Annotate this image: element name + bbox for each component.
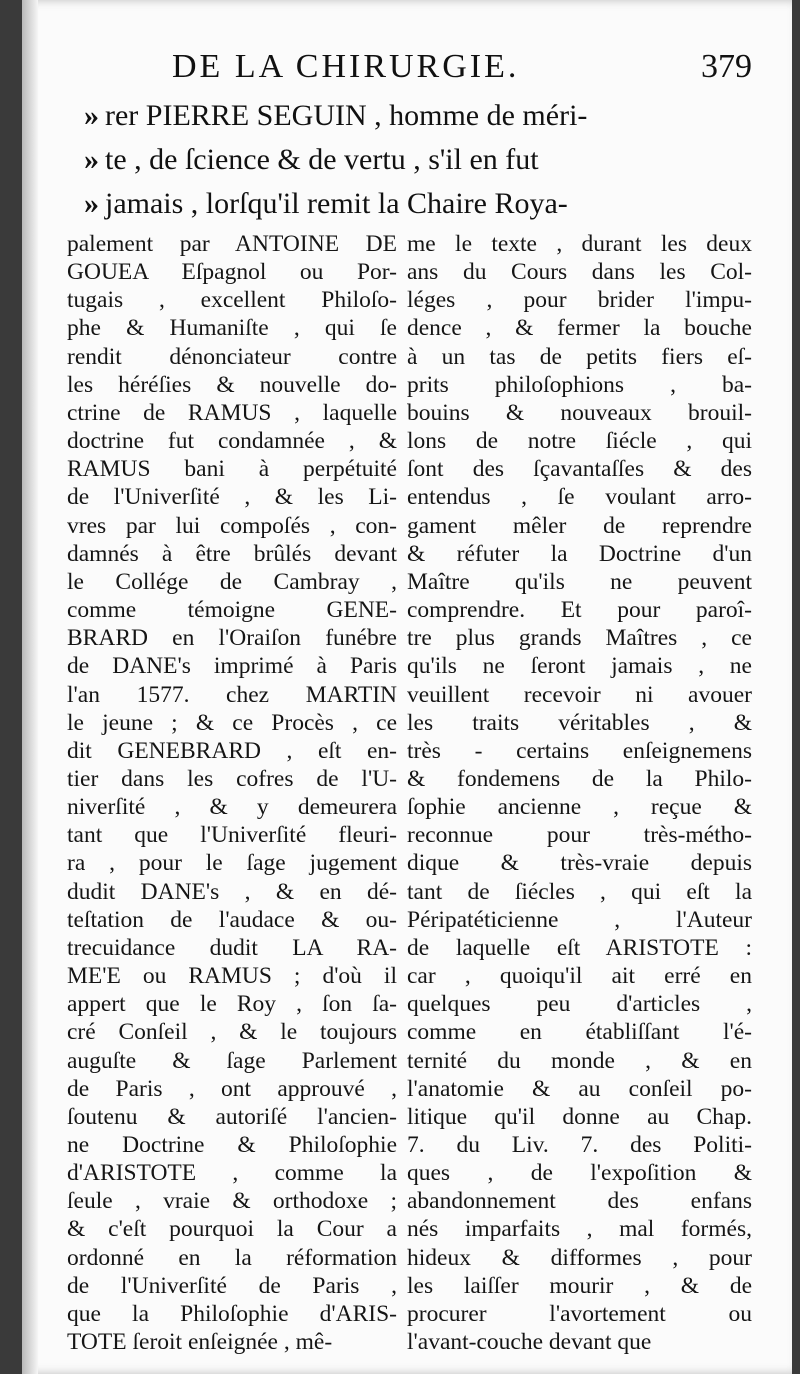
text-line: entendus , ſe voulant arro- (407, 484, 752, 511)
text-line: bouins & nouveaux brouil- (407, 399, 752, 426)
page-number: 379 (701, 48, 752, 85)
text-line: tugais , excellent Philoſo- (67, 287, 397, 314)
text-line: ra , pour le ſage jugement (67, 850, 397, 877)
text-line: tre plus grands Maîtres , ce (407, 625, 752, 652)
text-line: comme en établiſſant l'é- (407, 1019, 752, 1046)
text-line: palement par ANTOINE DE (67, 231, 397, 257)
running-title: DE LA CHIRURGIE. (172, 48, 520, 85)
text-line: comprendre. Et pour paroî- (407, 597, 752, 624)
text-line: RAMUS bani à perpétuité (67, 456, 397, 483)
text-line: ſeule , vraie & orthodoxe ; (67, 1188, 397, 1215)
text-line: rendit dénonciateur contre (67, 343, 397, 370)
text-line: le jeune ; & ce Procès , ce (67, 709, 397, 736)
text-line: ſophie ancienne , reçue & (407, 794, 752, 821)
text-line: GOUEA Eſpagnol ou Por- (67, 259, 397, 286)
text-line: d'ARISTOTE , comme la (67, 1160, 397, 1187)
text-line: abandonnement des enfans (407, 1188, 752, 1215)
text-line: litique qu'il donne au Chap. (407, 1103, 752, 1130)
text-line: ſoutenu & autoriſé l'ancien- (67, 1103, 397, 1130)
text-line: les héréſies & nouvelle do- (67, 371, 397, 398)
text-line: car , quoiqu'il ait erré en (407, 963, 752, 990)
text-line: ternité du monde , & en (407, 1047, 752, 1074)
text-line: comme témoigne GENE- (67, 597, 397, 624)
text-line: tant que l'Univerſité fleuri- (67, 822, 397, 849)
quoted-passage (84, 94, 764, 226)
text-line: reconnue pour très-métho- (407, 822, 752, 849)
text-line: & c'eſt pourquoi la Cour a (67, 1216, 397, 1243)
text-line: le Collége de Cambray , (67, 568, 397, 595)
text-line: teſtation de l'audace & ou- (67, 906, 397, 933)
text-line: damnés à être brûlés devant (67, 540, 397, 567)
quote-text: te , de ſcience & de vertu , s'il en fut (105, 143, 539, 176)
text-line: doctrine fut condamnée , & (67, 428, 397, 455)
text-line: dit GENEBRARD , eſt en- (67, 737, 397, 764)
text-line: de Paris , ont approuvé , (67, 1075, 397, 1102)
text-line: & réfuter la Doctrine d'un (407, 540, 752, 567)
text-line: qu'ils ne ſeront jamais , ne (407, 653, 752, 680)
text-line: auguſte & ſage Parlement (67, 1047, 397, 1074)
text-line: phe & Humaniſte , qui ſe (67, 315, 397, 342)
quote-line (84, 182, 764, 226)
text-line: l'an 1577. chez MARTIN (67, 681, 397, 708)
text-line: me le texte , durant les deux (407, 231, 752, 257)
text-line: ans du Cours dans les Col- (407, 259, 752, 286)
text-line: ctrine de RAMUS , laquelle (67, 399, 397, 426)
text-line: & fondemens de la Philo- (407, 765, 752, 792)
text-line: ſont des ſçavantaſſes & des (407, 456, 752, 483)
text-line: l'avant-couche devant que (407, 1329, 652, 1356)
text-line: ques , de l'expoſition & (407, 1160, 752, 1187)
quote-mark: » (84, 187, 99, 220)
text-line: vres par lui compoſés , con- (67, 512, 397, 539)
quote-text: jamais , lorſqu'il remit la Chaire Roya- (105, 187, 568, 220)
text-line: Péripatéticienne , l'Auteur (407, 906, 752, 933)
text-line: ME'E ou RAMUS ; d'où il (67, 963, 397, 990)
text-line: gament mêler de reprendre (407, 512, 752, 539)
text-line: l'anatomie & au conſeil po- (407, 1075, 752, 1102)
quote-line (84, 94, 764, 138)
text-line: procurer l'avortement ou (407, 1300, 752, 1327)
quote-mark: » (84, 143, 99, 176)
text-line: hideux & difformes , pour (407, 1244, 752, 1271)
text-line: tant de ſiécles , qui eſt la (407, 878, 752, 905)
text-line: que la Philoſophie d'ARIS- (67, 1300, 397, 1327)
text-line: les laiſſer mourir , & de (407, 1272, 752, 1299)
quote-text: rer PIERRE SEGUIN , homme de méri- (105, 99, 588, 132)
text-line: de l'Univerſité de Paris , (67, 1272, 397, 1299)
text-line: 7. du Liv. 7. des Politi- (407, 1132, 752, 1158)
text-line: à un tas de petits fiers eſ- (407, 343, 752, 370)
text-line: Maître qu'ils ne peuvent (407, 568, 752, 595)
page-header (172, 48, 752, 92)
text-line: ne Doctrine & Philoſophie (67, 1132, 397, 1158)
text-line: veuillent recevoir ni avouer (407, 681, 752, 708)
text-line: trecuidance dudit LA RA- (67, 934, 397, 961)
text-line: de l'Univerſité , & les Li- (67, 484, 397, 511)
text-line: de laquelle eſt ARISTOTE : (407, 934, 752, 961)
text-line: tier dans les cofres de l'U- (67, 765, 397, 792)
text-line: dique & très-vraie depuis (407, 850, 752, 877)
right-column (407, 230, 752, 1356)
text-line: lons de notre ſiécle , qui (407, 428, 752, 455)
text-line: très - certains enſeignemens (407, 737, 752, 764)
text-line: nés imparfaits , mal formés, (407, 1216, 752, 1243)
text-line: cré Conſeil , & le toujours (67, 1019, 397, 1046)
book-page (22, 0, 792, 1374)
text-line: dudit DANE's , & en dé- (67, 878, 397, 905)
left-column (67, 230, 397, 1356)
text-line: appert que le Roy , ſon ſa- (67, 991, 397, 1018)
quote-line (84, 138, 764, 182)
text-line: dence , & fermer la bouche (407, 315, 752, 342)
text-line: quelques peu d'articles , (407, 991, 752, 1018)
quote-mark: » (84, 99, 99, 132)
text-line: prits philoſophions , ba- (407, 371, 752, 398)
text-line: de DANE's imprimé à Paris (67, 653, 397, 680)
text-line: les traits véritables , & (407, 709, 752, 736)
text-line: ordonné en la réformation (67, 1244, 397, 1271)
text-line: TOTE ſeroit enſeignée , mê- (67, 1329, 333, 1356)
text-line: BRARD en l'Oraiſon funébre (67, 625, 397, 652)
text-line: niverſité , & y demeurera (67, 794, 397, 821)
text-line: léges , pour brider l'impu- (407, 287, 752, 314)
